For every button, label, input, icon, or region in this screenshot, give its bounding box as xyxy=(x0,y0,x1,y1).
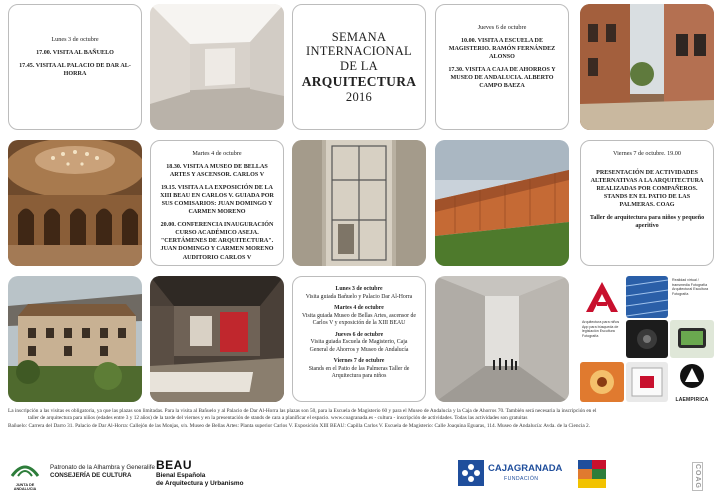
card-thursday-event-2: 17.30. VISITA A CAJA DE AHORROS Y MUSEO DE ANDALUCIA. ALBERTO CAMPO BAEZA xyxy=(448,67,556,90)
patronato-logo xyxy=(50,464,155,480)
mini-blue-grid xyxy=(626,276,668,318)
schedule-day-2-head: Martes 4 de octubre xyxy=(334,305,384,312)
cajagranada-emblem-icon xyxy=(458,460,484,486)
mini-arch-logo xyxy=(580,276,624,318)
title-line-3: DE LA xyxy=(340,59,378,74)
title-line-5: 2016 xyxy=(345,89,373,104)
card-tuesday-event-3: 20.00. CONFERENCIA INAUGURACIÓN CURSO ACADÉMICO ASEJA. "CERTÁMENES DE ARQUITECTURA". JUAN DOMINGO Y CARMEN MORENO AUDITORIO CARLOS V xyxy=(160,222,274,261)
colorful-emblem-icon xyxy=(578,460,606,488)
footer-line-3: Bañuelo: Carrera del Darro 31. Palacio de Dar Al-Horra: Callejón de las Monjas, s/n. Museo de Bellas Artes: Planta superior Carlos V. Exposición XIII BEAU: Capilla Carlos V. Escuela de Magisterio: Calle Joaquina Eguaras, 114. Museo de Andalucía: Avda. de la Ciencia 2. xyxy=(8,422,590,429)
photo-white-gallery xyxy=(150,4,284,130)
cajagranada-title: CAJAGRANADA xyxy=(488,463,563,474)
cajagranada-sub: FUNDACIÓN xyxy=(504,476,539,482)
footer-info xyxy=(8,408,714,430)
photo-glass-elevator xyxy=(292,140,426,266)
beau-sub-2: de Arquitectura y Urbanismo xyxy=(156,479,244,487)
photo-exhibition-hall xyxy=(150,276,284,402)
card-thursday-event-1: 10.00. VISITA A ESCUELA DE MAGISTERIO. RAMÓN FERNÁNDEZ ALONSO xyxy=(448,38,556,61)
card-monday-event-1: 17.00. VISITA AL BAÑUELO xyxy=(36,50,114,57)
schedule-day-3-head: Jueves 6 de octubre xyxy=(334,331,384,338)
mini-room-photo xyxy=(626,362,668,402)
schedule-day-2-body: Visita guiada Museo de Bellas Artes, ascensor de Carlos V y exposición de la XIII BEAU xyxy=(302,312,416,327)
schedule-day-3-body: Visita guiada Escuela de Magisterio, Caja General de Ahorros y Museo de Andalucía xyxy=(309,339,409,353)
title-card xyxy=(292,4,426,130)
card-friday-event-1: PRESENTACIÓN DE ACTIVIDADES ALTERNATIVAS A LA ARQUITECTURA REALIZADAS POR COMPAÑEROS. STANDS EN EL PATIO DE LAS PALMERAS. COAG xyxy=(590,170,704,209)
coag-label: COAG xyxy=(694,464,701,489)
schedule-day-1-head: Lunes 3 de octubre xyxy=(335,286,383,292)
title-line-4: ARQUITECTURA xyxy=(301,73,417,89)
colorful-logo xyxy=(578,460,606,488)
mini-text-2: Realidad virtual / transmedia Fotografía Arquitectural Escultura Fotografía xyxy=(670,276,714,318)
title-line-1: SEMANA xyxy=(331,29,387,44)
mini-dark-photo xyxy=(626,320,668,358)
photo-museum-landscape xyxy=(435,140,569,266)
mini-laempirica xyxy=(670,362,714,402)
card-monday-event-2: 17.45. VISITA AL PALACIO DE DAR AL-HORRA xyxy=(19,63,131,78)
card-monday xyxy=(8,4,142,130)
beau-logo xyxy=(156,458,243,487)
photo-concrete-interior xyxy=(435,276,569,402)
card-thursday xyxy=(435,4,569,130)
photo-granada-palace xyxy=(8,276,142,402)
card-friday-day: Viernes 7 de octubre. 19.00 xyxy=(612,150,681,157)
footer-line-2: taller de arquitectura para niños (edades entre 3 y 12 años) de la tarde del viernes y en la presentación de stands de cara a planificar el espacio. www.coagranada.es - cultura - inscripción de actividades. Todas las actividades son gratuitas xyxy=(28,415,528,422)
schedule-card xyxy=(292,276,426,402)
card-tuesday-event-2: 19.15. VISITA A LA EXPOSICIÓN DE LA XIII BEAU EN CARLOS V. GUIADA POR SUS COMISARIOS: JUAN DOMINGO Y CARMEN MORENO xyxy=(160,185,274,216)
coag-logo xyxy=(692,462,712,490)
mini-orange-art xyxy=(580,362,624,402)
junta-label: JUNTA DE ANDALUCIA xyxy=(13,483,37,491)
schedule-day-4-head: Viernes 7 de octubre xyxy=(333,358,385,365)
sponsor-logos xyxy=(0,452,720,496)
card-monday-day: Lunes 3 de octubre xyxy=(51,36,99,43)
mini-phone-photo xyxy=(670,320,714,358)
card-tuesday-event-1: 18.30. VISITA A MUSEO DE BELLAS ARTES Y ASCENSOR. CARLOS V xyxy=(166,164,268,179)
schedule-day-1-body: Visita guiada Bañuelo y Palacio Dar Al-Horra xyxy=(305,293,413,300)
activities-collage xyxy=(580,276,714,402)
beau-sub-1: Bienal Española xyxy=(156,472,206,479)
junta-logo xyxy=(8,460,42,491)
card-tuesday-day: Martes 4 de octubre xyxy=(192,150,242,157)
mini-text-1: Arquitectura para niños App para búsqueda de legislación Escultura Fotografía xyxy=(580,318,624,360)
schedule-day-4-body: Stands en el Patio de las Palmeras Taller de Arquitectura para niños xyxy=(308,365,410,380)
beau-title: BEAU xyxy=(156,458,193,472)
photo-alhambra-dome xyxy=(8,140,142,266)
patronato-line-1: Patronato de la Alhambra y Generalife xyxy=(50,464,155,471)
footer-line-1: La inscripción a las visitas es obligatoria, ya que las plazas son limitadas. Para la visita al Bañuelo y al Palacio de Dar Al-Horra las plazas son 50, para la Escuela de Magisterio 60 y para el Museo de Andalucía y la Caja de Ahorros 70. También será necesaria la inscripción en el xyxy=(8,408,597,414)
laempirica-label: LAEMPIRICA xyxy=(675,397,709,402)
junta-emblem-icon xyxy=(10,460,40,478)
title-line-2: INTERNACIONAL xyxy=(306,44,412,59)
card-friday-event-2: Taller de arquitectura para niños y pequeño aperitivo xyxy=(589,215,705,230)
patronato-line-2: CONSEJERÍA DE CULTURA xyxy=(50,472,132,480)
card-thursday-day: Jueves 6 de octubre xyxy=(477,24,527,31)
card-tuesday xyxy=(150,140,284,266)
card-friday xyxy=(580,140,714,266)
photo-brick-street xyxy=(580,4,714,130)
